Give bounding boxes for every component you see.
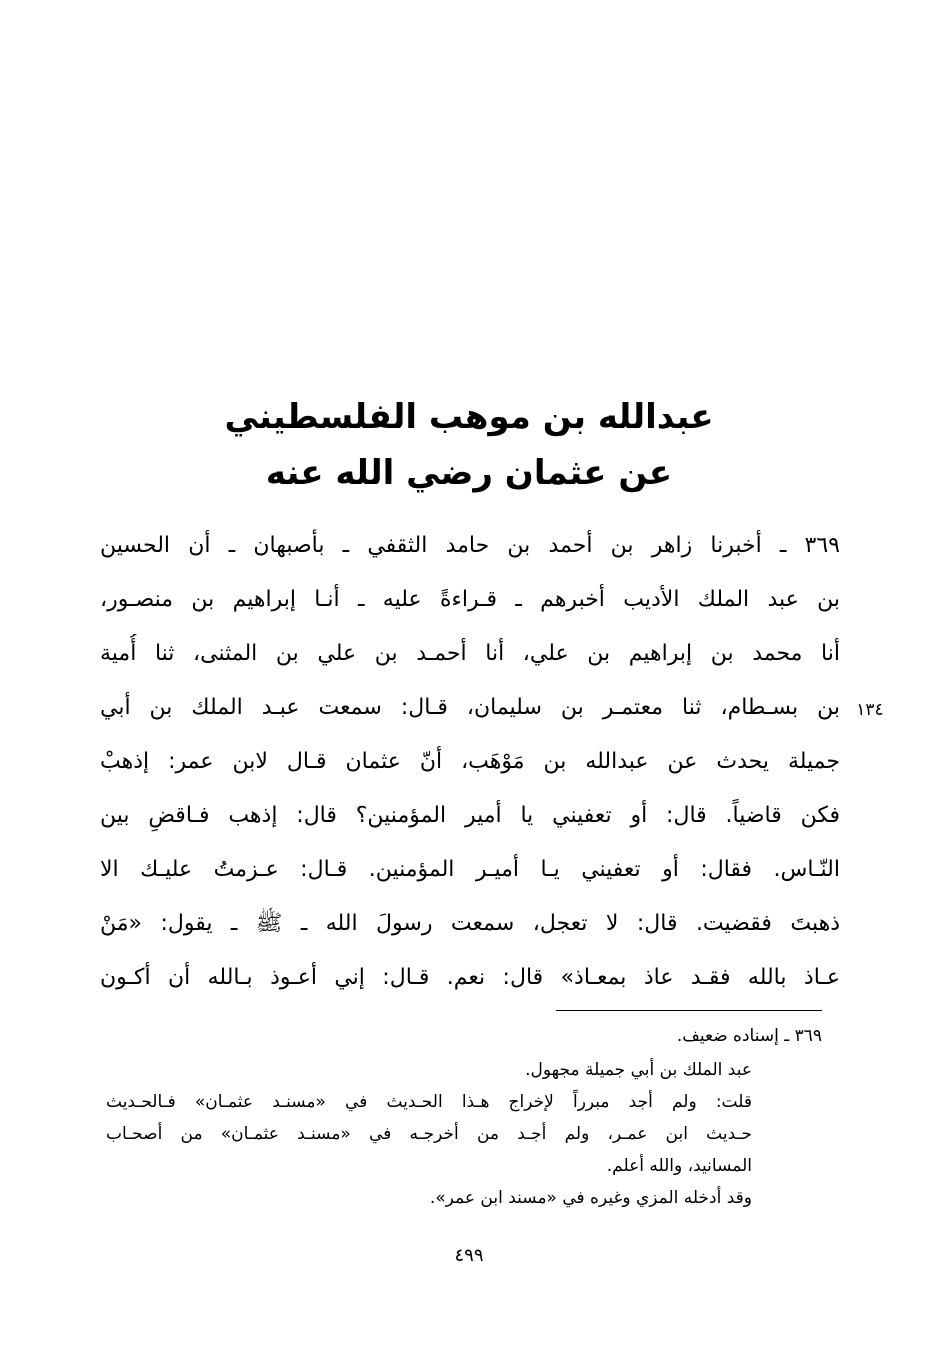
heading-line-2: عن عثمان رضي الله عنه (265, 453, 673, 493)
footnote-line-4: حـديث ابن عمـر، ولم أجـد من أخرجـه في «مسنـد عثمـان» من أصحـاب (106, 1124, 752, 1144)
footnote-line-1: ٣٦٩ ـ إسناده ضعيف. (676, 1026, 822, 1046)
body-line-9: عـاذ بالله فقـد عاذ بمعـاذ» قال: نعم. قـال: إني أعـوذ بـالله أن أكـون (100, 965, 840, 990)
footnote-line-3: قلت: ولم أجد مبرراً لإخراج هـذا الحـديث في «مسنـد عثمـان» فـالحـديث (106, 1092, 752, 1112)
body-line-2: بن عبد الملك الأديب أخبرهم ـ قـراءةً عليه ـ أنـا إبراهيم بن منصـور، (100, 587, 840, 612)
margin-page-reference: ١٣٤ (856, 700, 884, 720)
body-line-8: ذهبتَ فقضيت. قال: لا تعجل، سمعت رسولَ الله ـ ﷺ ـ يقول: «مَنْ (100, 911, 840, 936)
body-line-3: أنا محمد بن إبراهيم بن علي، أنا أحمـد بن علي بن المثنى، ثنا أُمية (100, 641, 840, 666)
footnote-divider (556, 1010, 822, 1011)
body-line-6: فكن قاضياً. قال: أو تعفيني يا أمير المؤمنين؟ قال: إذهب فـاقضِ بين (100, 803, 840, 828)
footnote-line-5: المسانيد، والله أعلم. (606, 1156, 752, 1176)
body-line-7: النّـاس. فقال: أو تعفيني يـا أميـر المؤمنين. قـال: عـزمتُ عليـك الا (100, 857, 840, 882)
page-number: ٤٩٩ (454, 1245, 484, 1266)
footnote-line-2: عبد الملك بن أبي جميلة مجهول. (525, 1060, 752, 1080)
body-line-5: جميلة يحدث عن عبدالله بن مَوْهَب، أنّ عثمان قـال لابن عمر: إذهبْ (100, 749, 840, 774)
body-line-1: ٣٦٩ ـ أخبرنا زاهر بن أحمد بن حامد الثقفي ـ بأصبهان ـ أن الحسين (100, 533, 840, 558)
heading-line-1: عبدالله بن موهب الفلسطيني (224, 397, 714, 437)
footnote-line-6: وقد أدخله المزي وغيره في «مسند ابن عمر». (429, 1188, 752, 1208)
body-line-4: بن بسـطام، ثنا معتمـر بن سليمان، قـال: سمعت عبـد الملك بن أبي (100, 695, 840, 720)
